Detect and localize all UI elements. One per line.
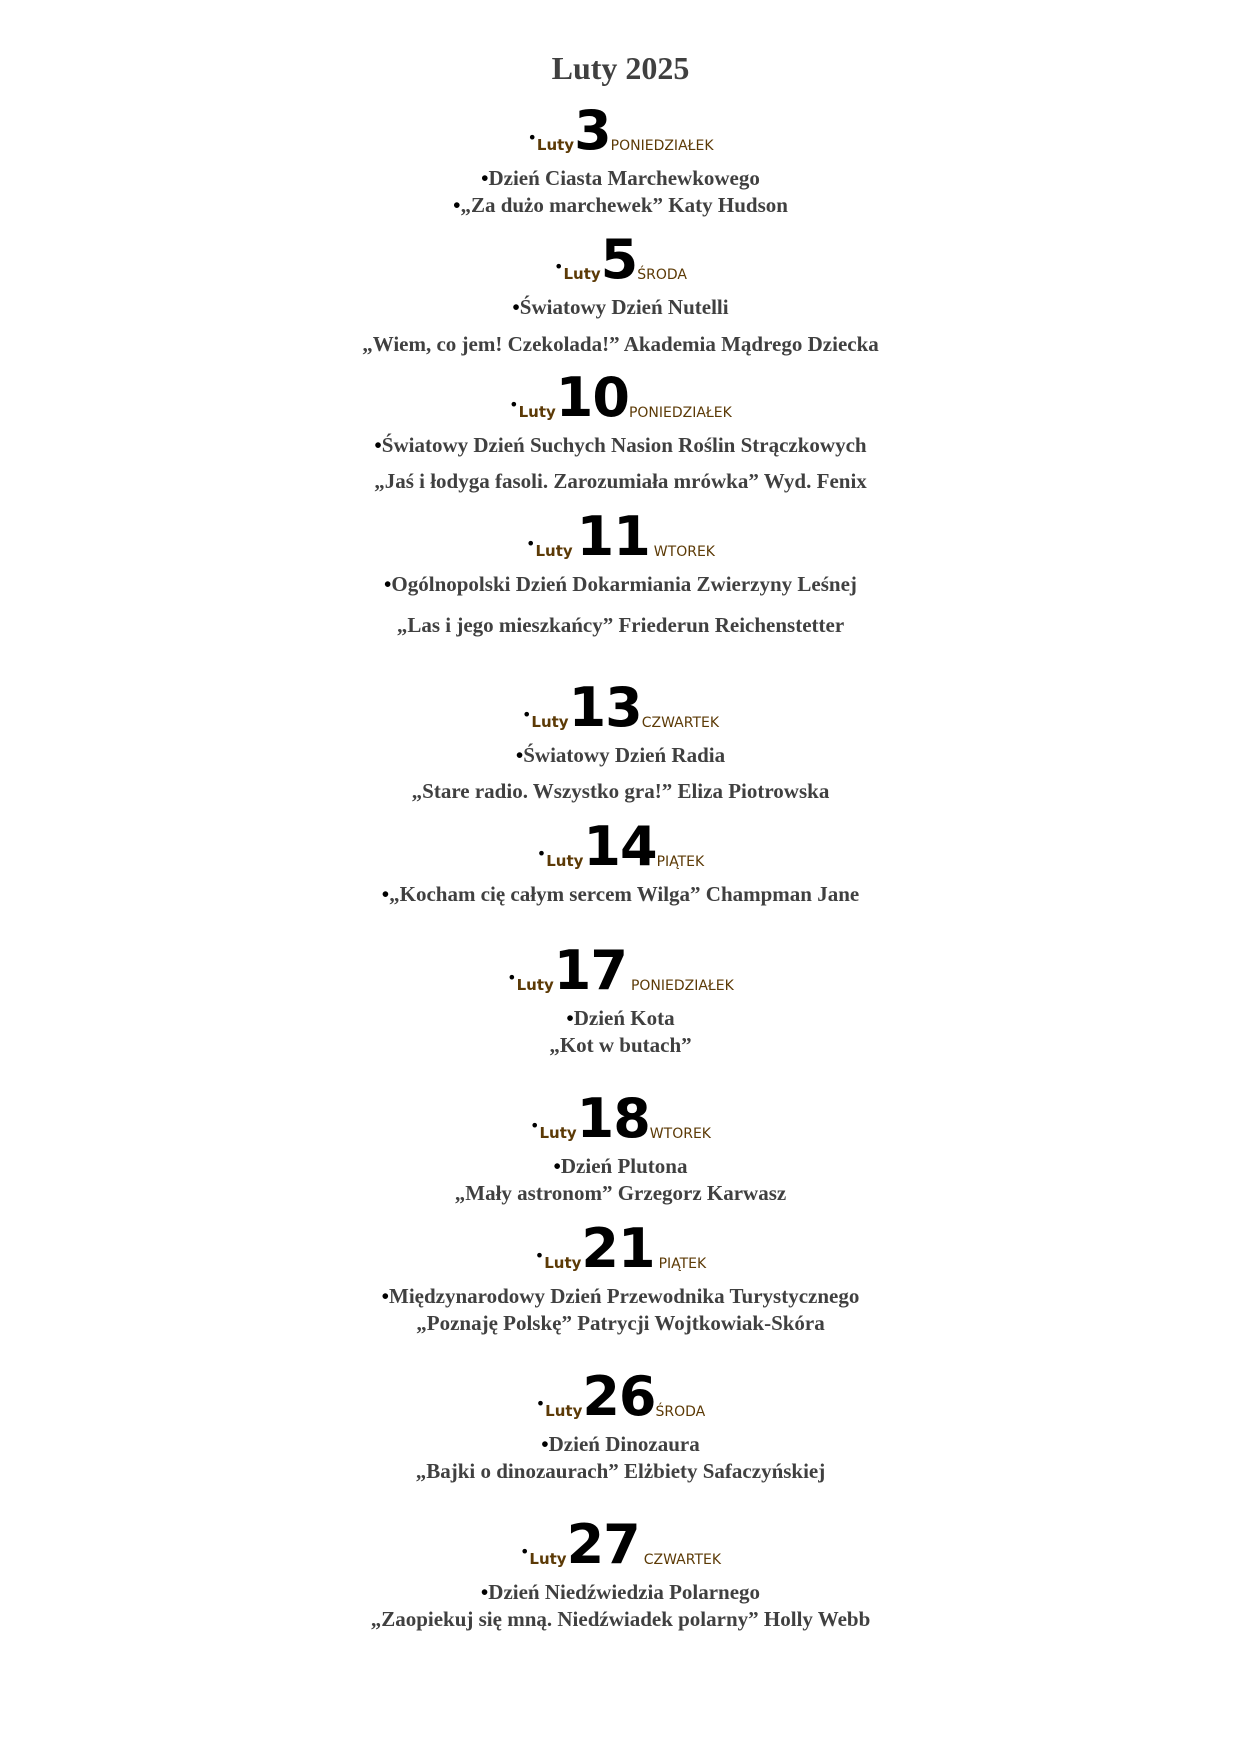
- calendar-entry: [0, 1088, 1241, 1207]
- book-title: „Zaopiekuj się mną. Niedźwiadek polarny” Holly Webb: [370, 1607, 871, 1631]
- bullet-icon: •: [381, 882, 390, 906]
- date-line: [0, 815, 1241, 879]
- calendar-entry: [0, 816, 1241, 908]
- weekday-label: ŚRODA: [655, 1404, 706, 1420]
- book-line: [0, 612, 1241, 639]
- event-name: Dzień Dinozaura: [548, 1432, 700, 1456]
- book-line: [0, 1458, 1241, 1485]
- book-title: „Kocham cię całym sercem Wilga” Champman Jane: [389, 882, 860, 906]
- book-line: [0, 1032, 1241, 1059]
- book-line: [0, 468, 1241, 495]
- bullet-icon: •: [521, 705, 532, 724]
- book-title: „Kot w butach”: [549, 1033, 692, 1057]
- date-line: [0, 939, 1241, 1003]
- bullet-icon: •: [526, 534, 536, 553]
- month-label: Luty: [563, 265, 601, 283]
- bullet-icon: •: [512, 295, 520, 319]
- event-name: Dzień Niedźwiedzia Polarnego: [488, 1580, 761, 1604]
- book-title: „Bajki o dinozaurach” Elżbiety Safaczyńskiej: [415, 1459, 826, 1483]
- event-line: [0, 1579, 1241, 1606]
- calendar-entry: [0, 506, 1241, 639]
- bullet-icon: •: [534, 1246, 545, 1265]
- weekday-label: PIĄTEK: [656, 854, 705, 870]
- month-label: Luty: [545, 1402, 583, 1420]
- calendar-entry: [0, 1514, 1241, 1633]
- date-line: [0, 228, 1241, 292]
- bullet-icon: •: [453, 193, 461, 217]
- day-number: 5: [600, 228, 638, 292]
- calendar-entry: [0, 677, 1241, 805]
- date-line: [0, 366, 1241, 430]
- date-line: [0, 1365, 1241, 1429]
- bullet-icon: •: [374, 433, 382, 457]
- calendar-entry: [0, 1218, 1241, 1337]
- bullet-icon: •: [541, 1432, 549, 1456]
- date-line: [0, 1513, 1241, 1577]
- date-line: [0, 676, 1241, 740]
- event-name: Światowy Dzień Radia: [523, 743, 726, 767]
- event-line: [0, 1431, 1241, 1458]
- book-line: [0, 192, 1241, 219]
- weekday-label: WTOREK: [653, 544, 715, 560]
- day-number: 11: [576, 505, 650, 569]
- bullet-icon: •: [507, 968, 517, 987]
- weekday-label: WTOREK: [649, 1126, 711, 1142]
- event-line: [0, 571, 1241, 598]
- event-line: [0, 432, 1241, 459]
- event-line: [0, 1153, 1241, 1180]
- bullet-icon: •: [384, 572, 392, 596]
- book-title: „Stare radio. Wszystko gra!” Eliza Piotrowska: [411, 779, 830, 803]
- bullet-icon: •: [553, 1154, 561, 1178]
- event-name: Światowy Dzień Nutelli: [519, 295, 729, 319]
- calendar-entry: [0, 367, 1241, 495]
- day-number: 27: [566, 1513, 640, 1577]
- month-label: Luty: [544, 1254, 582, 1272]
- event-line: [0, 1005, 1241, 1032]
- day-number: 18: [576, 1087, 650, 1151]
- weekday-label: CZWARTEK: [641, 715, 720, 731]
- month-label: Luty: [546, 852, 584, 870]
- date-line: [0, 99, 1241, 163]
- bullet-icon: •: [519, 1542, 530, 1561]
- date-line: [0, 1217, 1241, 1281]
- calendar-entry: [0, 1366, 1241, 1485]
- month-label: Luty: [539, 1124, 577, 1142]
- calendar-entry: [0, 100, 1241, 219]
- calendar-entry: [0, 229, 1241, 358]
- month-label: Luty: [529, 1550, 567, 1568]
- event-line: [0, 294, 1241, 321]
- date-line: [0, 1087, 1241, 1151]
- month-label: Luty: [535, 542, 573, 560]
- event-name: Dzień Plutona: [560, 1154, 688, 1178]
- bullet-icon: •: [480, 1580, 489, 1604]
- bullet-icon: •: [530, 1116, 540, 1135]
- book-title: „Las i jego mieszkańcy” Friederun Reichenstetter: [396, 613, 845, 637]
- month-label: Luty: [531, 713, 569, 731]
- book-title: „Wiem, co jem! Czekolada!” Akademia Mądrego Dziecka: [362, 332, 879, 356]
- day-number: 14: [583, 815, 657, 879]
- event-line: [0, 1283, 1241, 1310]
- bullet-icon: •: [566, 1006, 574, 1030]
- book-line: [0, 1180, 1241, 1207]
- day-number: 26: [582, 1365, 656, 1429]
- event-line: [0, 165, 1241, 192]
- bullet-icon: •: [535, 1394, 546, 1413]
- month-label: Luty: [516, 976, 554, 994]
- book-title: „Za dużo marchewek” Katy Hudson: [460, 193, 788, 217]
- book-title: „Jaś i łodyga fasoli. Zarozumiała mrówka” Wyd. Fenix: [374, 469, 867, 493]
- day-number: 21: [581, 1217, 655, 1281]
- weekday-label: PONIEDZIAŁEK: [630, 978, 734, 994]
- month-label: Luty: [518, 403, 556, 421]
- bullet-icon: •: [481, 166, 489, 190]
- event-name: Międzynarodowy Dzień Przewodnika Turystycznego: [389, 1284, 860, 1308]
- weekday-label: PIĄTEK: [658, 1256, 707, 1272]
- weekday-label: CZWARTEK: [643, 1552, 722, 1568]
- bullet-icon: •: [509, 395, 519, 414]
- bullet-icon: •: [515, 743, 524, 767]
- event-name: Dzień Ciasta Marchewkowego: [488, 166, 760, 190]
- book-line: [0, 778, 1241, 805]
- book-title: „Poznaję Polskę” Patrycji Wojtkowiak-Skóra: [416, 1311, 825, 1335]
- bullet-icon: •: [527, 128, 537, 147]
- day-number: 10: [555, 366, 629, 430]
- event-line: [0, 742, 1241, 769]
- book-line: [0, 331, 1241, 358]
- month-label: Luty: [536, 136, 575, 154]
- bullet-icon: •: [536, 844, 547, 863]
- event-name: Światowy Dzień Suchych Nasion Roślin Strączkowych: [381, 433, 867, 457]
- bullet-icon: •: [554, 257, 564, 276]
- bullet-icon: •: [381, 1284, 389, 1308]
- weekday-label: ŚRODA: [637, 267, 687, 283]
- page-title: Luty 2025: [551, 50, 690, 86]
- book-line: [0, 1310, 1241, 1337]
- event-name: Ogólnopolski Dzień Dokarmiania Zwierzyny Leśnej: [391, 572, 857, 596]
- calendar-entry: [0, 940, 1241, 1059]
- book-line: [0, 1606, 1241, 1633]
- weekday-label: PONIEDZIAŁEK: [610, 138, 714, 154]
- day-number: 3: [574, 99, 611, 163]
- book-line: [0, 881, 1241, 908]
- day-number: 13: [568, 676, 642, 740]
- day-number: 17: [553, 939, 627, 1003]
- event-name: Dzień Kota: [573, 1006, 675, 1030]
- date-line: [0, 505, 1241, 569]
- book-title: „Mały astronom” Grzegorz Karwasz: [454, 1181, 787, 1205]
- weekday-label: PONIEDZIAŁEK: [628, 405, 732, 421]
